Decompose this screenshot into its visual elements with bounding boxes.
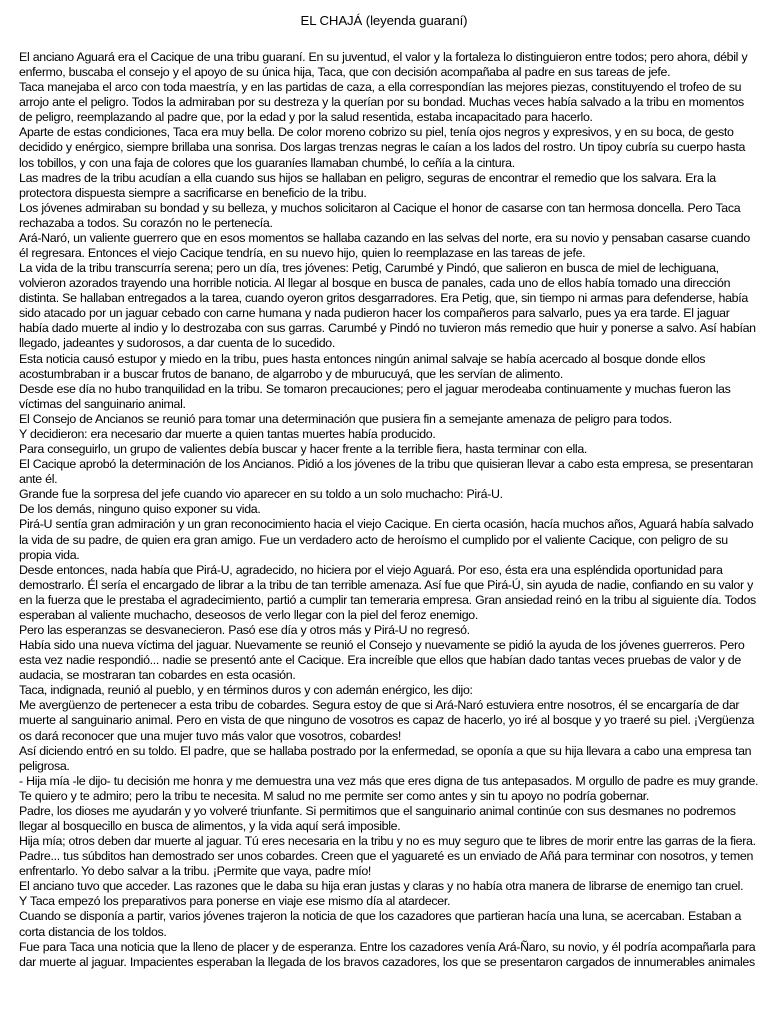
paragraph: Las madres de la tribu acudían a ella cuando sus hijos se hallaban en peligro, seguras de encontrar el remedio que los salvara. Era la protectora dispuesta siempre a sacrificarse en beneficio de la tribu.	[19, 170, 716, 200]
paragraph: Cuando se disponía a partir, varios jóvenes trajeron la noticia de que los cazadores que partieran hacía una luna, se acercaban. Estaban a corta distancia de los toldos.	[19, 909, 742, 939]
paragraph: De los demás, ninguno quiso exponer su vida.	[19, 502, 261, 517]
paragraph: Así diciendo entró en su toldo. El padre, que se hallaba postrado por la enfermedad, se oponía a que su hija llevara a cabo una empresa tan peligrosa.	[19, 743, 752, 773]
paragraph: Grande fue la sorpresa del jefe cuando vio aparecer en su toldo a un solo muchacho: Pirá-U.	[19, 487, 503, 502]
paragraph: El anciano tuvo que acceder. Las razones que le daba su hija eran justas y claras y no había otra manera de librarse de enemigo tan cruel.	[19, 879, 744, 894]
paragraph: Me avergüenzo de pertenecer a esta tribu de cobardes. Segura estoy de que si Ará-Naró estuviera entre nosotros, él se encargaría de dar muerte al sanguinario animal. Pero en vista de que ninguno de vosotros es capaz de hacerlo, yo iré al bosque y yo traeré su piel. ¡Vergüenza os dará reconocer que una mujer tuvo más valor que vosotros, cobardes!	[19, 698, 755, 743]
paragraph: Pirá-U sentía gran admiración y un gran reconocimiento hacia el viejo Cacique. En cierta ocasión, hacía muchos años, Aguará había salvado la vida de su padre, de quien era gran amigo. Fue un verdadero acto de heroísmo el cumplido por el valiente Cacique, con peligro de su propia vida.	[19, 517, 754, 562]
paragraph: Padre, los dioses me ayudarán y yo volveré triunfante. Si permitimos que el sanguinario animal continúe con sus desmanes no podremos llegar al bosquecillo en busca de alimentos, y la vida aquí será imposible.	[19, 803, 736, 833]
document-body	[19, 50, 759, 970]
paragraph: Taca manejaba el arco con toda maestría, y en las partidas de caza, a ella correspondían las mejores piezas, constituyendo el trofeo de su arrojo ante el peligro. Todos la admiraban por su destreza y la querían por su bondad. Muchas veces había salvado a la tribu en momentos de peligro, reemplazando al padre que, por la edad y por la salud resentida, estaba incapacitado para hacerlo.	[19, 80, 744, 125]
paragraph: Padre... tus súbditos han demostrado ser unos cobardes. Creen que el yaguareté es un enviado de Añá para terminar con nosotros, y temen enfrentarlo. Yo debo salvar a la tribu. ¡Permite que vaya, padre mío!	[19, 849, 754, 879]
paragraph: Aparte de estas condiciones, Taca era muy bella. De color moreno cobrizo su piel, tenía ojos negros y expresivos, y en su boca, de gesto decidido y enérgico, siempre brillaba una sonrisa. Dos largas trenzas negras le caían a los lados del rostro. Un tipoy cubría su cuerpo hasta los tobillos, y con una faja de colores que los guaraníes llamaban chumbé, lo ceñía a la cintura.	[19, 125, 746, 170]
paragraph: Taca, indignada, reunió al pueblo, y en términos duros y con ademán enérgico, les dijo:	[19, 683, 473, 698]
paragraph: Hija mía; otros deben dar muerte al jaguar. Tú eres necesaria en la tribu y no es muy seguro que te libres de morir entre las garras de la fiera.	[19, 834, 756, 849]
paragraph: El anciano Aguará era el Cacique de una tribu guaraní. En su juventud, el valor y la fortaleza lo distinguieron entre todos; pero ahora, débil y enfermo, buscaba el consejo y el apoyo de su única hija, Taca, que con decisión acompañaba al padre en sus tareas de jefe.	[19, 50, 748, 80]
paragraph: El Consejo de Ancianos se reunió para tomar una determinación que pusiera fin a semejante amenaza de peligro para todos.	[19, 411, 672, 426]
paragraph: Ará-Naró, un valiente guerrero que en esos momentos se hallaba cazando en las selvas del norte, era su novio y pensaban casarse cuando él regresara. Entonces el viejo Cacique tendría, en su nuevo hijo, quien lo reemplazase en las tareas de jefe.	[19, 230, 750, 261]
paragraph: Desde entonces, nada había que Pirá-U, agradecido, no hiciera por el viejo Aguará. Por eso, ésta era una espléndida oportunidad para demostrarlo. Él sería el encargado de librar a la tribu de tan terrible amenaza. Así fue que Pirá-Ú, sin ayuda de nadie, confiando en su valor y en la fuerza que le prestaba el agradecimiento, partió a cumplir tan temeraria empresa. Gran ansiedad reinó en la tribu al siguiente día. Todos esperaban al valiente muchacho, deseosos de verlo llegar con la piel del feroz enemigo.	[19, 562, 756, 622]
paragraph: Los jóvenes admiraban su bondad y su belleza, y muchos solicitaron al Cacique el honor de casarse con tan hermosa doncella. Pero Taca rechazaba a todos. Su corazón no le pertenecía.	[19, 200, 741, 230]
paragraph: Había sido una nueva víctima del jaguar. Nuevamente se reunió el Consejo y nuevamente se pidió la ayuda de los jóvenes guerreros. Pero esta vez nadie respondió... nadie se presentó ante el Cacique. Era increíble que ellos que habían dado tantas veces pruebas de valor y de audacia, se mostraran tan cobardes en esta ocasión.	[19, 638, 745, 683]
paragraph: Pero las esperanzas se desvanecieron. Pasó ese día y otros más y Pirá-U no regresó.	[19, 622, 470, 637]
paragraph: - Hija mía -le dijo- tu decisión me honra y me demuestra una vez más que eres digna de tus antepasados. M orgullo de padre es muy grande. Te quiero y te admiro; pero la tribu te necesita. M salud no me permite ser como antes y sin tu apoyo no podría gobernar.	[19, 773, 759, 803]
paragraph: Desde ese día no hubo tranquilidad en la tribu. Se tomaron precauciones; pero el jaguar merodeaba continuamente y muchas fueron las víctimas del sanguinario animal.	[19, 381, 731, 411]
paragraph: Y decidieron: era necesario dar muerte a quien tantas muertes había producido.	[19, 426, 436, 441]
paragraph: Y Taca empezó los preparativos para ponerse en viaje ese mismo día al atardecer.	[19, 894, 451, 909]
paragraph: Esta noticia causó estupor y miedo en la tribu, pues hasta entonces ningún animal salvaje se había acercado al bosque donde ellos acostumbraban ir a buscar frutos de banano, de algarrobo y de mburucuyá, que les servían de alimento.	[19, 351, 706, 381]
paragraph: La vida de la tribu transcurría serena; pero un día, tres jóvenes: Petig, Carumbé y Pindó, que salieron en busca de miel de lechiguana, volvieron azorados trayendo una horrible noticia. Al llegar al bosque en busca de panales, cada uno de ellos había tomado una dirección distinta. Se hallaban entregados a la tarea, cuando oyeron gritos desgarradores. Era Petig, que, sin tiempo ni armas para defenderse, había sido atacado por un jaguar cebado con carne humana y nada pudieron hacer los compañeros para salvarlo, pues ya era tarde. El jaguar había dado muerte al indio y lo destrozaba con sus garras. Carumbé y Pindó no tuvieron más remedio que huir y ponerse a salvo. Así habían llegado, jadeantes y sudorosos, a dar cuenta de lo sucedido.	[19, 261, 756, 351]
paragraph: El Cacique aprobó la determinación de los Ancianos. Pidió a los jóvenes de la tribu que quisieran llevar a cabo esta empresa, se presentaran ante él.	[19, 457, 753, 487]
paragraph: Fue para Taca una noticia que la lleno de placer y de esperanza. Entre los cazadores venía Ará-Ñaro, su novio, y él podría acompañarla para dar muerte al jaguar. Impacientes esperaban la llegada de los bravos cazadores, los que se presentaron cargados de innumerables animales	[19, 939, 756, 969]
paragraph: Para conseguirlo, un grupo de valientes debía buscar y hacer frente a la terrible fiera, hasta terminar con ella.	[19, 442, 588, 457]
document-title: EL CHAJÁ (leyenda guaraní)	[300, 13, 468, 28]
